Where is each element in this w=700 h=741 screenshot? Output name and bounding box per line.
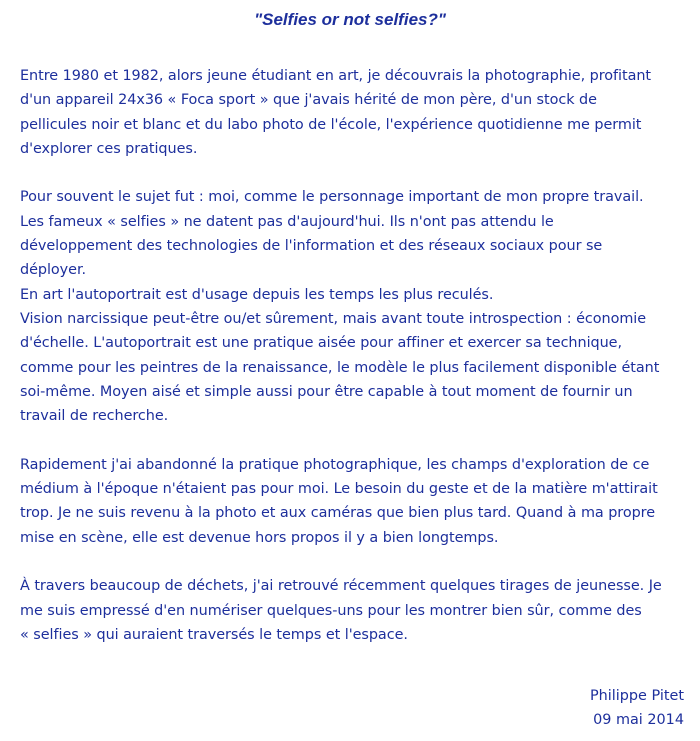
text-line: comme pour les peintres de la renaissance, le modèle le plus facilement disponible étant <box>20 359 660 376</box>
text-line: me suis empressé d'en numériser quelques-uns pour les montrer bien sûr, comme des <box>20 602 642 619</box>
text-line: En art l'autoportrait est d'usage depuis les temps les plus reculés. <box>20 286 494 303</box>
signature-date: 09 mai 2014 <box>593 712 684 728</box>
text-line: soi-même. Moyen aisé et simple aussi pour être capable à tout moment de fournir un <box>20 383 633 400</box>
paragraph-2 <box>20 185 686 428</box>
paragraph-4 <box>20 574 686 647</box>
text-line: médium à l'époque n'étaient pas pour moi. Le besoin du geste et de la matière m'attirait <box>20 481 658 498</box>
text-line: pellicules noir et blanc et du labo photo de l'école, l'expérience quotidienne me permit <box>20 116 642 133</box>
text-line: d'échelle. L'autoportrait est une pratique aisée pour affiner et exercer sa technique, <box>20 335 623 352</box>
signature-block <box>590 684 684 732</box>
text-line: Pour souvent le sujet fut : moi, comme le personnage important de mon propre travail. <box>20 189 644 206</box>
paragraph-1 <box>20 64 686 161</box>
document-title: "Selfies or not selfies?" <box>254 10 446 29</box>
text-line: À travers beaucoup de déchets, j'ai retrouvé récemment quelques tirages de jeunesse. Je <box>20 578 662 595</box>
author-name: Philippe Pitet <box>590 688 684 704</box>
paragraph-3 <box>20 453 686 550</box>
text-line: déployer. <box>20 262 87 279</box>
text-line: Entre 1980 et 1982, alors jeune étudiant en art, je découvrais la photographie, profitant <box>20 68 652 84</box>
text-line: travail de recherche. <box>20 408 169 425</box>
text-line: d'explorer ces pratiques. <box>20 140 198 157</box>
text-line: Les fameux « selfies » ne datent pas d'aujourd'hui. Ils n'ont pas attendu le <box>20 213 554 230</box>
text-line: d'un appareil 24x36 « Foca sport » que j'avais hérité de mon père, d'un stock de <box>20 92 597 109</box>
text-line: Rapidement j'ai abandonné la pratique photographique, les champs d'exploration de ce <box>20 456 650 473</box>
text-line: « selfies » qui auraient traversés le temps et l'espace. <box>20 626 408 643</box>
text-line: développement des technologies de l'information et des réseaux sociaux pour se <box>20 238 603 255</box>
text-line: trop. Je ne suis revenu à la photo et aux caméras que bien plus tard. Quand à ma propre <box>20 505 656 522</box>
text-line: mise en scène, elle est devenue hors propos il y a bien longtemps. <box>20 529 499 546</box>
text-line: Vision narcissique peut-être ou/et sûrement, mais avant toute introspection : économie <box>20 310 647 327</box>
document-body <box>20 64 686 671</box>
